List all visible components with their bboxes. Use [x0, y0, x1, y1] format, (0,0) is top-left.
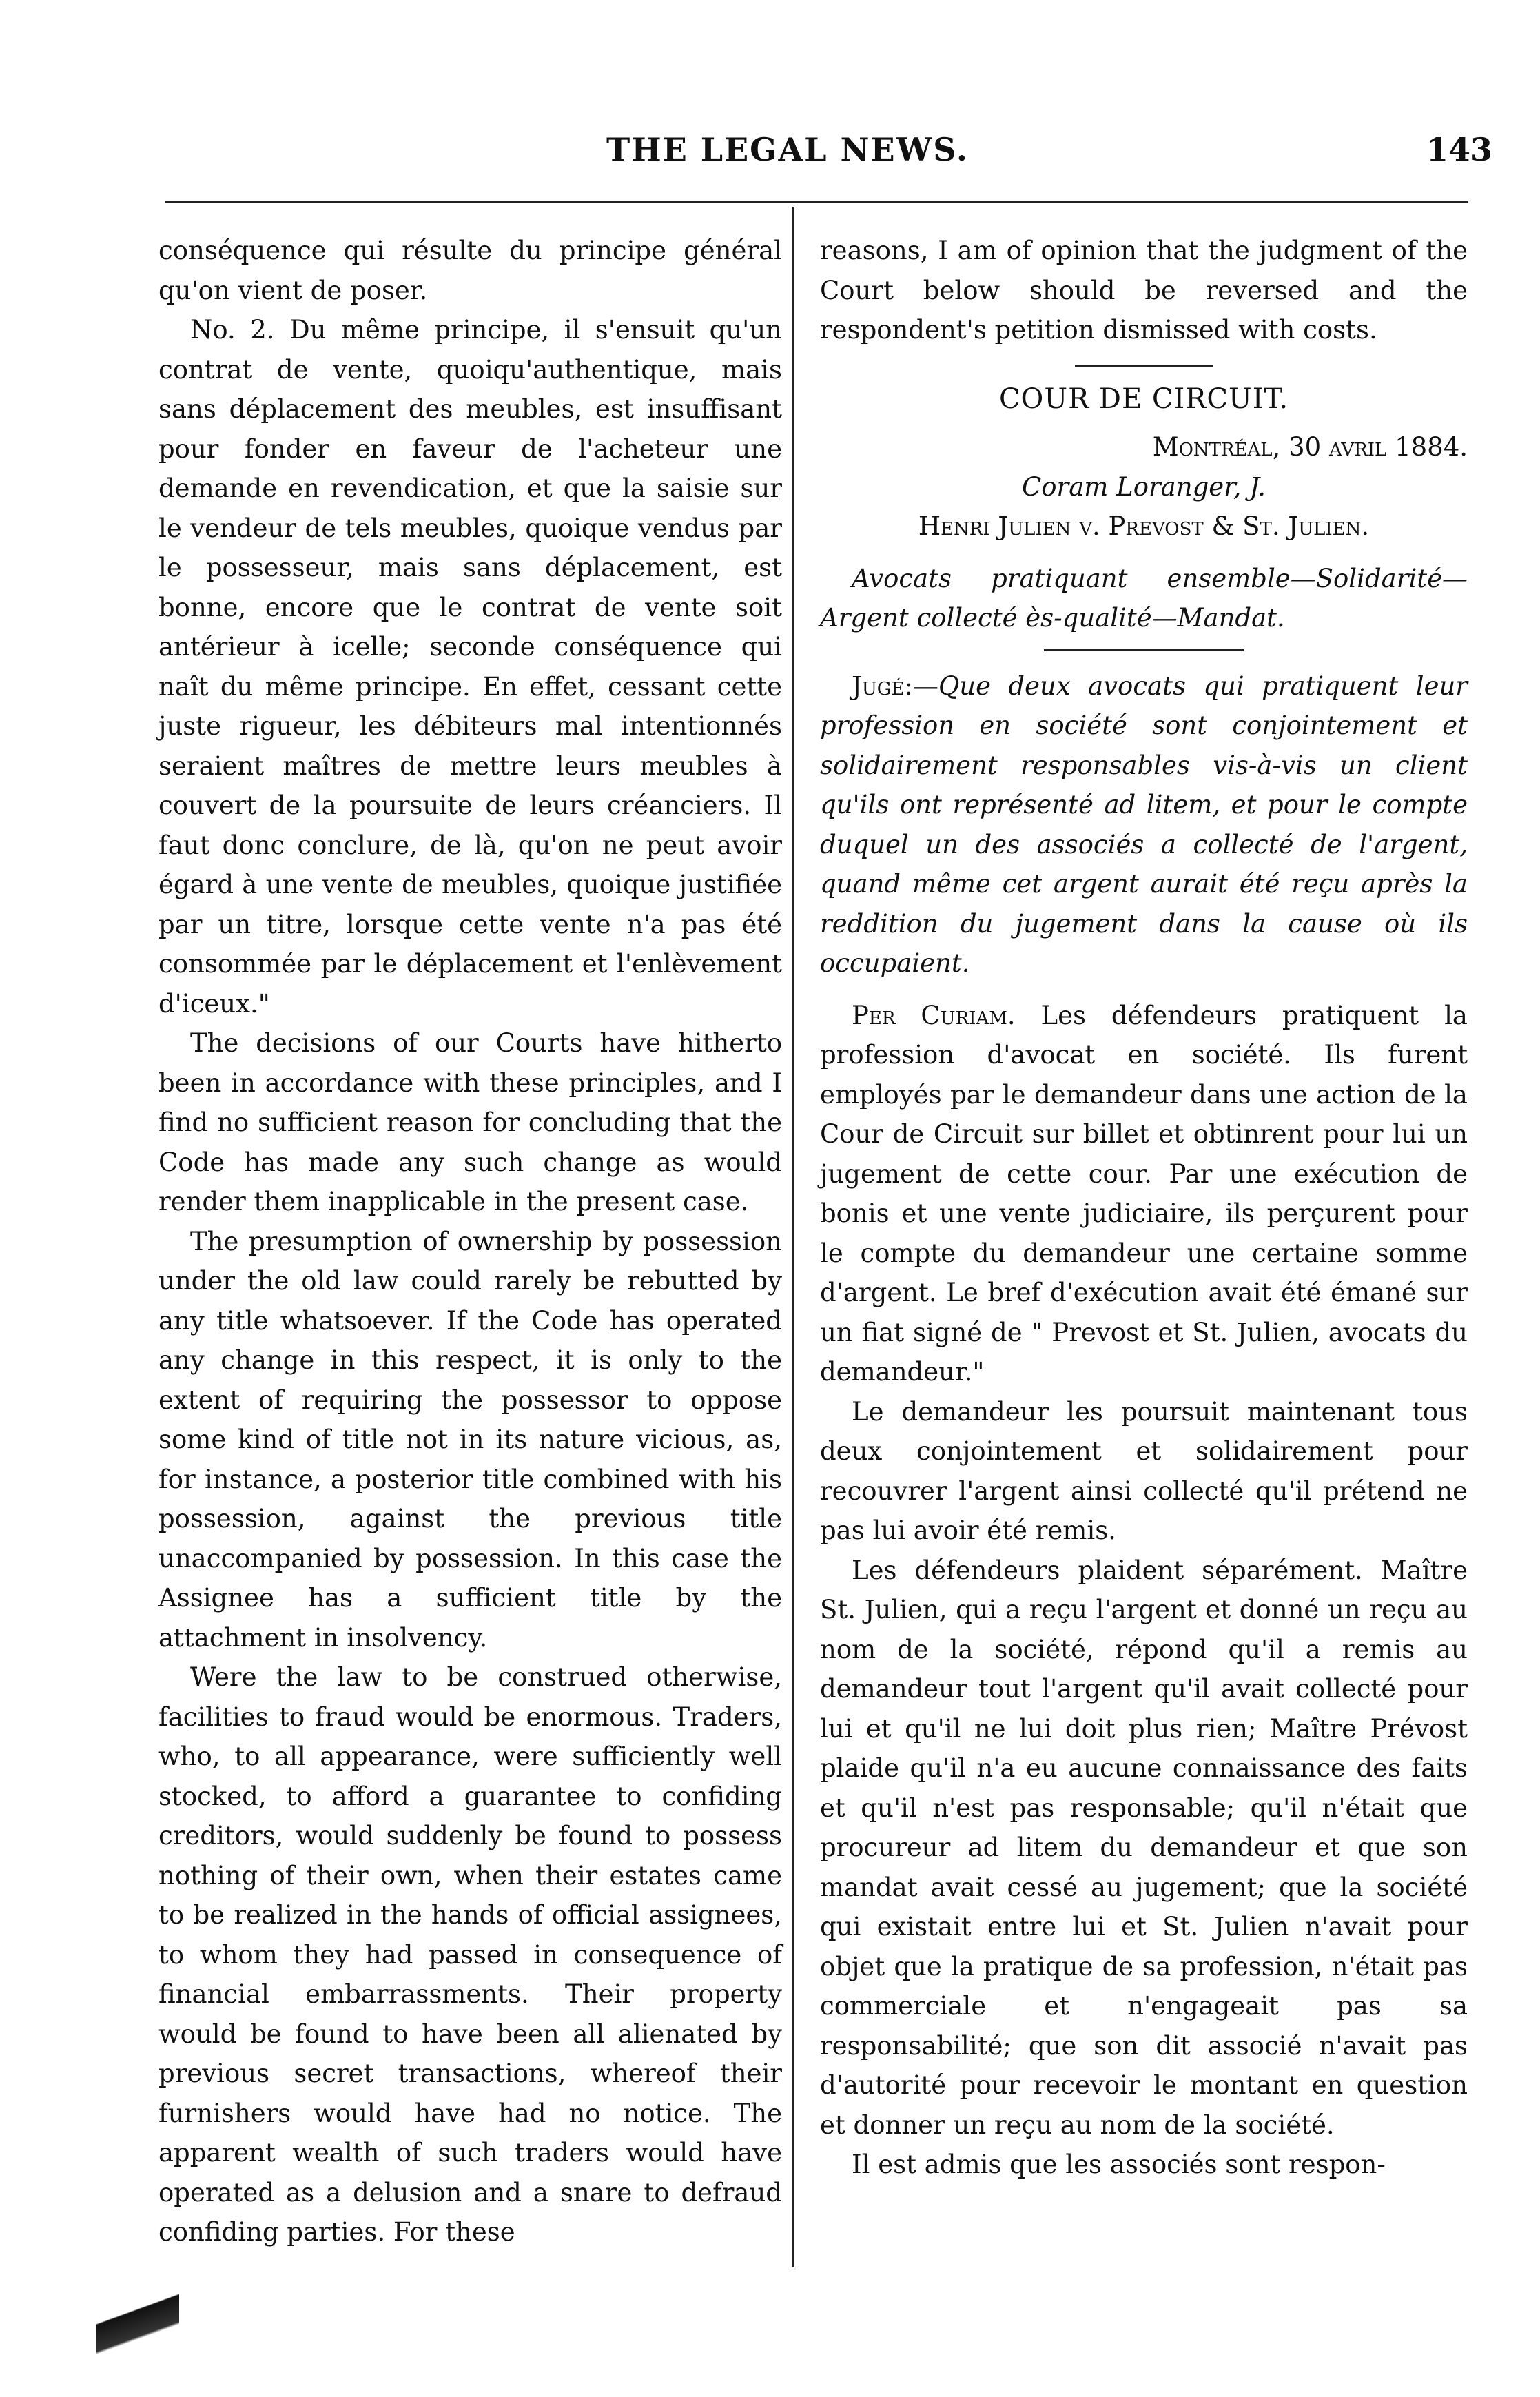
right-paragraph: Il est admis que les associés sont respon- — [852, 2150, 1386, 2179]
headnote-rule — [1044, 649, 1244, 651]
left-paragraph: No. 2. Du même principe, il s'ensuit qu'un contrat de vente, quoiqu'authentique, mais sans déplacement des meubles, est insuffisant pour fonder en faveur de l'acheteur une demande en revendication, et que la saisie sur le vendeur de tels meubles, quoique vendus par le possesseur, mais sans déplacement, est bonne, encore que le contrat de vente soit antérieur à icelle; seconde conséquence qui naît du même principe. En effet, cessant cette juste rigueur, les débiteurs mal intentionnés seraient maîtres de mettre leurs meubles à couvert de la poursuite de leurs créanciers. Il faut donc conclure, de là, qu'on ne peut avoir égard à une vente de meubles, quoique justifiée par un titre, lorsque cette vente n'a pas été consommée par le déplacement et l'enlèvement d'iceux." — [158, 315, 782, 1019]
page-edge-shadow — [96, 2267, 179, 2378]
section-rule — [1075, 365, 1213, 367]
page-header-title: THE LEGAL NEWS. — [606, 131, 969, 168]
spacer — [820, 547, 1468, 559]
juge-paragraph — [820, 666, 1468, 983]
left-paragraph: The decisions of our Courts have hitherto been in accordance with these principles, and I find no sufficient reason for concluding that the Code has made any such change as would render them inapplicable in the present case. — [158, 1028, 782, 1216]
left-paragraph: conséquence qui résulte du principe général qu'on vient de poser. — [158, 236, 782, 305]
section-title: COUR DE CIRCUIT. — [998, 382, 1289, 415]
left-paragraph: Were the law to be construed otherwise, facilities to fraud would be enormous. Traders, who, to all appearance, were sufficiently well stocked, to afford a guarantee to confiding creditors, would suddenly be found to possess nothing of their own, when their estates came to be realized in the hands of official assignees, to whom they had passed in consequence of financial embarrassments. Their property would be found to have been all alienated by previous secret transactions, whereof their furnishers would have had no notice. The apparent wealth of such traders would have operated as a delusion and a snare to defraud confiding parties. For these — [158, 1662, 782, 2247]
right-paragraph: Les défendeurs plaident séparément. Maître St. Julien, qui a reçu l'argent et donné un reçu au nom de la société, répond qu'il a remis au demandeur tout l'argent qu'il avait collecté pour lui et qu'il ne lui doit plus rien; Maître Prévost plaide qu'il n'a eu aucune connaissance des faits et qu'il n'est pas responsable; qu'il n'était que procureur ad litem du demandeur et que son mandat avait cessé au jugement; que la société qui existait entre lui et St. Julien n'avait pour objet que la pratique de sa profession, n'était pas commerciale et n'engageait pas sa responsabilité; que son dit associé n'avait pas d'autorité pour recevoir le montant en question et donner un reçu au nom de la société. — [820, 1555, 1468, 2140]
juge-text: Que deux avocats qui pratiquent leur profession en société sont conjointement et solidairement responsables vis-à-vis un client qu'ils ont représenté ad litem, et pour le compte duquel un des associés a collecté de l'argent, quand même cet argent aurait été reçu après la reddition du jugement dans la cause où ils occupaient. — [820, 671, 1468, 978]
left-paragraph: The presumption of ownership by possession under the old law could rarely be rebutted by any title whatsoever. If the Code has operated any change in this respect, it is only to the extent of requiring the possessor to oppose some kind of title not in its nature vicious, as, for instance, a posterior title combined with his possession, against the previous title unaccompanied by possession. In this case the Assignee has a sufficient title by the attachment in insolvency. — [158, 1226, 782, 1653]
right-paragraph: Le demandeur les poursuit maintenant tous deux conjointement et solidairement pour recouvrer l'argent ainsi collecté qu'il prétend ne pas lui avoir été remis. — [820, 1396, 1468, 1545]
page-number: 143 — [1426, 131, 1493, 168]
right-column — [820, 231, 1468, 2185]
dateline: Montréal, 30 avril 1884. — [1152, 432, 1468, 462]
juge-label: Jugé:— — [852, 671, 938, 701]
left-column — [158, 231, 782, 2252]
right-opening-paragraph: reasons, I am of opinion that the judgment of the Court below should be reversed and the respondent's petition dismissed with costs. — [820, 236, 1468, 345]
per-curiam-label: Per Curiam. — [852, 1000, 1016, 1030]
per-curiam-paragraph — [820, 996, 1468, 1392]
coram-line: Coram Loranger, J. — [1021, 471, 1266, 502]
headnote: Avocats pratiquant ensemble—Solidarité—Argent collecté ès-qualité—Mandat. — [820, 563, 1468, 633]
header-rule — [165, 201, 1468, 203]
spacer — [820, 983, 1468, 996]
column-divider — [792, 207, 794, 2267]
case-title: Henri Julien v. Prevost & St. Julien. — [918, 511, 1370, 541]
per-curiam-text: Les défendeurs pratiquent la profession d'avocat en société. Ils furent employés par le demandeur dans une action de la Cour de Circuit sur billet et obtinrent pour lui un jugement de cette cour. Par une exécution de bonis et une vente judiciaire, ils perçurent pour le compte du demandeur une certaine somme d'argent. Le bref d'exécution avait été émané sur un fiat signé de " Prevost et St. Julien, avocats du demandeur." — [820, 1000, 1468, 1387]
